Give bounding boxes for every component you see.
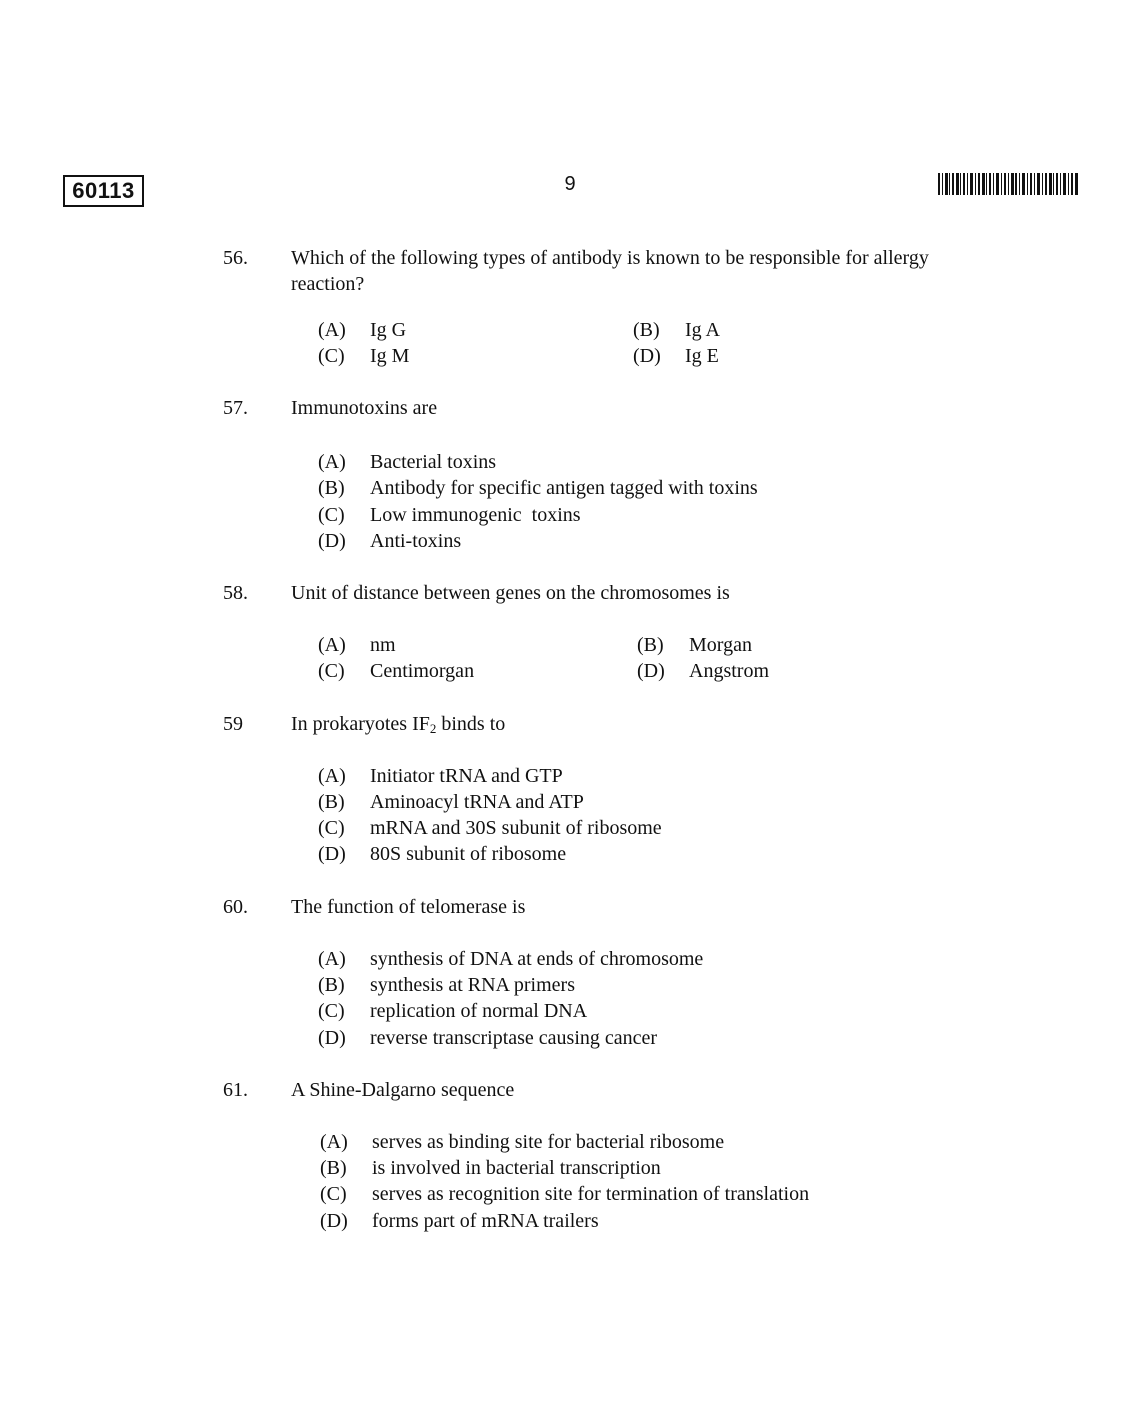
option-b: (B) is involved in bacterial transcription	[320, 1157, 661, 1179]
option-d: (D) forms part of mRNA trailers	[320, 1210, 599, 1232]
question-text: Unit of distance between genes on the chromosomes is	[291, 582, 730, 604]
option-d: (D) Angstrom	[637, 660, 769, 682]
barcode-icon	[938, 173, 1078, 195]
option-c: (C) Low immunogenic toxins	[318, 504, 581, 526]
option-d: (D) 80S subunit of ribosome	[318, 843, 567, 865]
option-a: (A) Bacterial toxins	[318, 451, 497, 473]
option-b: (B) synthesis at RNA primers	[318, 974, 575, 996]
question-number: 61.	[223, 1079, 248, 1101]
question-text: A Shine-Dalgarno sequence	[291, 1079, 515, 1101]
option-b: (B) Ig A	[633, 319, 720, 341]
option-c: (C) serves as recognition site for termination of translation	[320, 1183, 810, 1205]
option-b: (B) Morgan	[637, 634, 752, 656]
option-c: (C) Centimorgan	[318, 660, 475, 682]
question-text: Which of the following types of antibody is known to be responsible for allergy reaction?	[291, 247, 929, 295]
question-number: 56.	[223, 247, 248, 269]
option-d: (D) Anti-toxins	[318, 530, 462, 552]
option-b: (B) Antibody for specific antigen tagged with toxins	[318, 477, 758, 499]
question-number: 58.	[223, 582, 248, 604]
question-number: 60.	[223, 896, 248, 918]
paper-code: 60113	[63, 175, 144, 207]
page-number: 9	[564, 173, 576, 195]
option-d: (D) reverse transcriptase causing cancer	[318, 1027, 658, 1049]
question-text: In prokaryotes $IF_2$ binds to	[291, 713, 506, 736]
question-text: Immunotoxins are	[291, 397, 438, 419]
option-a: (A) Ig G	[318, 319, 407, 341]
option-a: (A) Initiator tRNA and GTP	[318, 765, 563, 787]
option-b: (B) Aminoacyl tRNA and ATP	[318, 791, 584, 813]
option-c: (C) mRNA and 30S subunit of ribosome	[318, 817, 662, 839]
question-text: The function of telomerase is	[291, 896, 526, 918]
option-c: (C) replication of normal DNA	[318, 1000, 588, 1022]
question-number: 57.	[223, 397, 248, 419]
option-c: (C) Ig M	[318, 345, 410, 367]
option-a: (A) synthesis of DNA at ends of chromosome	[318, 948, 704, 970]
question-number: 59	[223, 713, 243, 735]
option-a: (A) serves as binding site for bacterial ribosome	[320, 1131, 725, 1153]
option-d: (D) Ig E	[633, 345, 719, 367]
option-a: (A) nm	[318, 634, 396, 656]
